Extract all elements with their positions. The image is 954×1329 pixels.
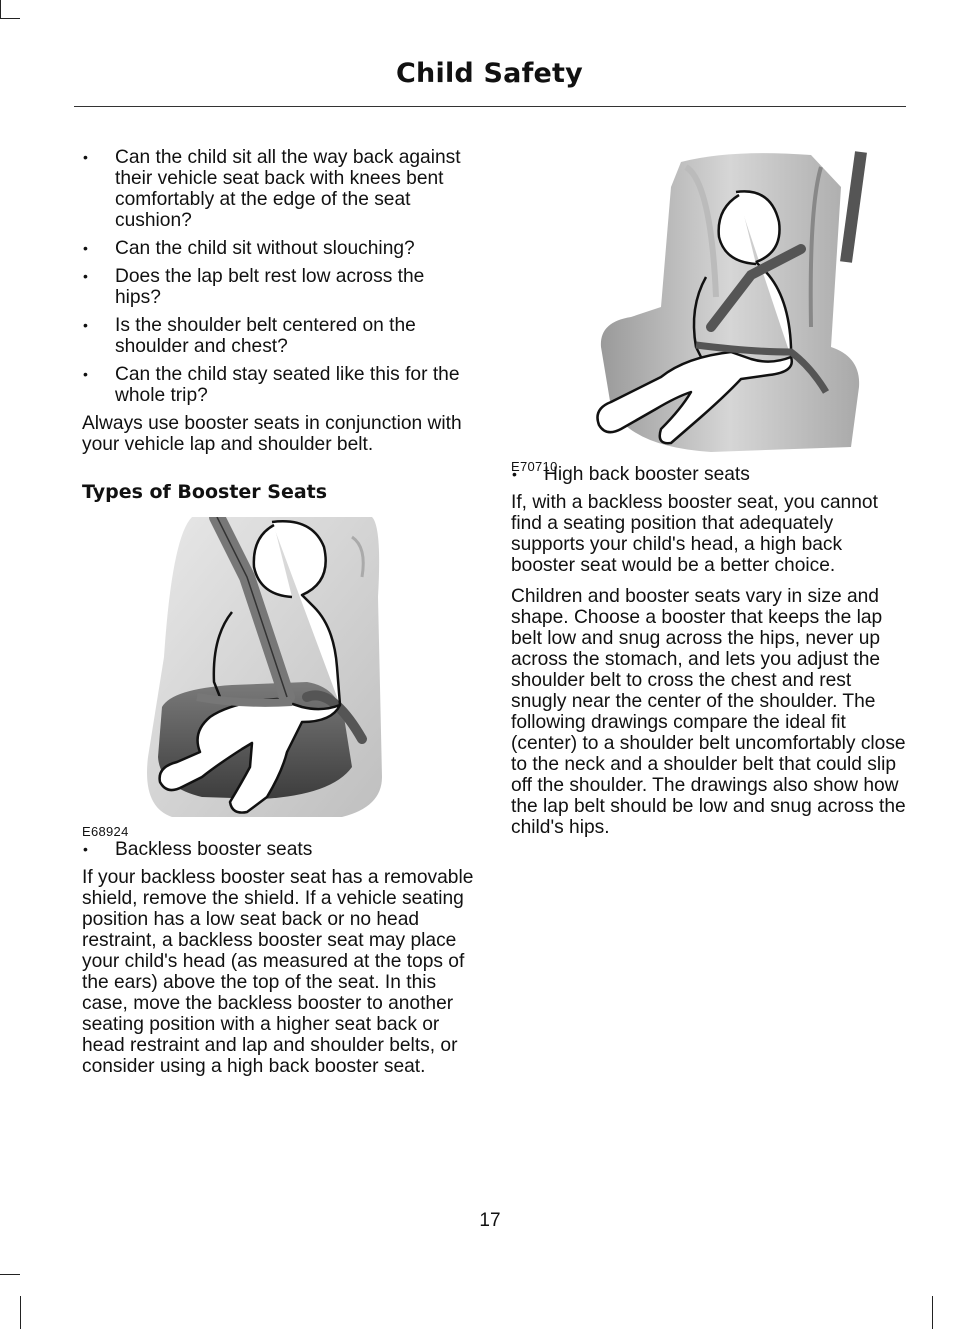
title-divider [74,106,906,107]
backless-booster-figure [82,517,474,839]
left-column [82,147,474,1087]
crop-mark [932,1296,933,1329]
page-number: 17 [479,1210,501,1231]
fit-paragraph: Children and booster seats vary in size and shape. Choose a booster that keeps the lap belt low and snug across the hips, never up across the stomach, and lets you adjust the shoulder belt to cross the chest and rest snugly near the center of the shoulder. The following drawings compare the ideal fit (center) to a shoulder belt uncomfortably close to the neck and a shoulder belt that could slip off the shoulder. The drawings also show how the lap belt should be low and snug across the child's hips. [511,586,906,838]
figure-caption-list [511,464,906,485]
figure-code: E70710 [511,459,558,474]
figure-caption-list [82,839,474,860]
page-title: Child Safety [396,58,583,89]
list-item: • High back booster seats [511,464,906,485]
list-item: • Does the lap belt rest low across the hips? [82,266,474,308]
high-back-booster-illustration [511,147,906,452]
crop-mark [0,1274,20,1275]
list-item: • Can the child sit without slouching? [82,238,474,259]
checklist [82,147,474,406]
list-item: • Can the child sit all the way back against their vehicle seat back with knees bent comfortably at the edge of the seat cushion? [82,147,474,231]
crop-mark [20,1296,21,1329]
intro-paragraph: Always use booster seats in conjunction with your vehicle lap and shoulder belt. [82,413,462,455]
high-back-paragraph: If, with a backless booster seat, you cannot find a seating position that adequately supports your child's head, a high back booster seat would be a better choice. [511,492,878,576]
backless-booster-illustration [82,517,474,817]
list-item: • Can the child stay seated like this for the whole trip? [82,364,474,406]
backless-paragraph: If your backless booster seat has a removable shield, remove the shield. If a vehicle seating position has a low seat back or no head restraint, a backless booster seat may place your child's head (as measured at the tops of the ears) above the top of the seat. In this case, move the backless booster to another seating position with a higher seat back or head restraint and lap and shoulder belts, or consider using a high back booster seat. [82,867,474,1077]
figure-code: E68924 [82,824,129,839]
right-column [511,147,906,848]
high-back-booster-figure [511,147,906,474]
crop-mark [0,18,20,19]
list-item: • Backless booster seats [82,839,474,860]
crop-mark [0,0,1,18]
section-heading: Types of Booster Seats [82,481,328,503]
list-item: • Is the shoulder belt centered on the shoulder and chest? [82,315,474,357]
